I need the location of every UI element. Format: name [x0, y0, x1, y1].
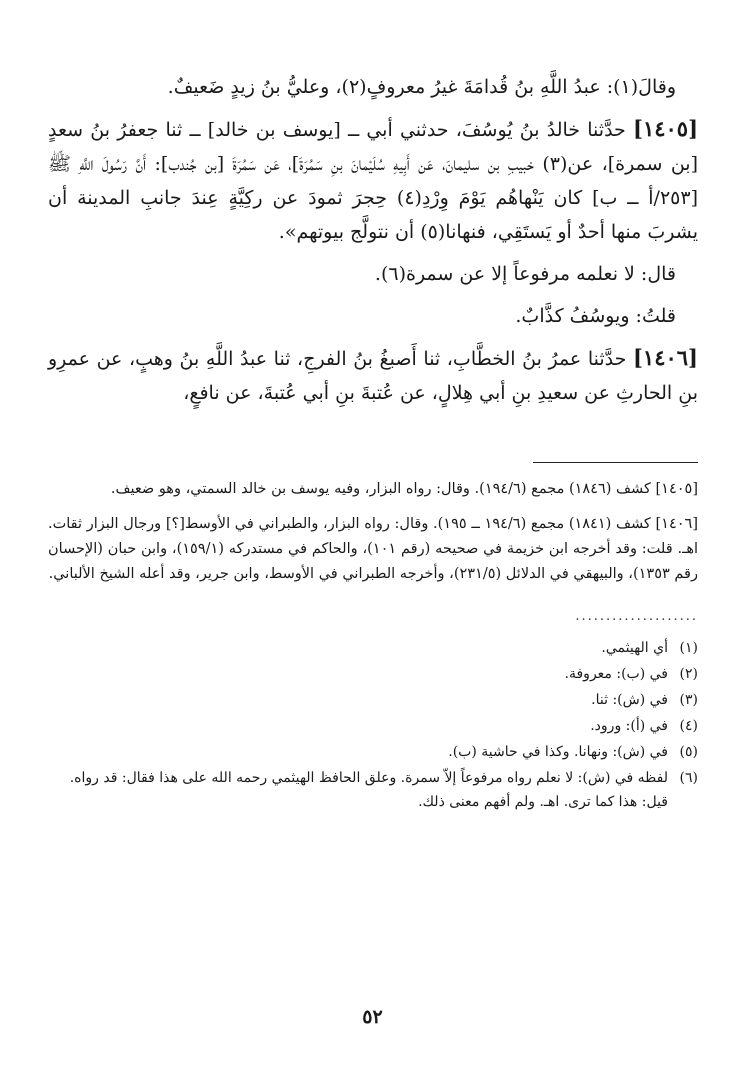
footnote: (٤) في (أ): ورود.: [590, 718, 698, 734]
main-text: [48, 70, 698, 410]
hadith-1405: [48, 112, 698, 249]
hadith-number-1406: [١٤٠٦]: [632, 345, 698, 370]
paragraph-intro: وقالَ(١): عبدُ اللَّهِ بنُ قُدامَةَ غيرُ معروفٍ(٢)، وعليُّ بنُ زيدٍ ضَعيفٌ.: [167, 76, 676, 98]
footnote: (٦) لفظه في (ش): لا نعلم رواه مرفوعاً إلاّ سمرة. وعلق الحافظ الهيثمي رحمه الله على هذا فقال: قد رواه. قيل: هذا كما ترى. اهـ. ولم أفهم معنى ذلك.: [69, 770, 698, 810]
dotted-separator: ....................: [575, 609, 698, 624]
hadith-text-1406: حدَّثنا عمرُ بنُ الخطَّابِ، ثنا أَصبغُ بنُ الفرجِ، ثنا عبدُ اللَّهِ بنُ وهبٍ، عن عمرِو بنِ الحارثِ عن سعيدِ بنِ أبي هِلالٍ، عن عُتبةَ بنِ أبي عُتبةَ، عن نافعٍ،: [48, 348, 698, 404]
references: [48, 477, 698, 587]
page-number: ٥٢: [362, 1006, 383, 1028]
footnote: (١) أي الهيثمي.: [601, 640, 698, 656]
hadith-text-1405: حدَّثنا خالدُ بنُ يُوسُفَ، حدثني أبي ــ [يوسف بن خالد] ــ ثنا جعفرُ بنُ سعدٍ [بن سمرة]، عن(٣) خبيبِ بن سليمانَ، عَن أَبِيهِ سُلَيْمانَ بنِ سَمُرَةَ]، عَن سَمُرَةَ [بن جُندب]: أَنَّ رَسُولَ اللَّهِ ﷺ [٢٥٣/أ ــ ب] كان يَنْهاهُم يَوْمَ وِرْدِ(٤) حِجرَ ثمودَ عن ركِيَّةٍ عِندَ جانبِ المدينة أن يشربَ منها أحدٌ أو يَستَقِي، فنهانا(٥) أن نتولَّج بيوتهم».: [48, 119, 698, 243]
footnote: (٥) في (ش): ونهانا. وكذا في حاشية (ب).: [448, 744, 698, 760]
reference-1405: [١٤٠٥] كشف (١٨٤٦) مجمع (١٩٤/٦). وقال: رواه البزار، وفيه يوسف بن خالد السمتي، وهو ضعيف.: [110, 481, 698, 497]
footnote: (٢) في (ب): معروفة.: [564, 666, 698, 682]
hadith-1406: [48, 341, 698, 410]
footnotes: [48, 636, 698, 814]
footnote: (٣) في (ش): ثنا.: [591, 692, 698, 708]
page: [48, 70, 698, 816]
reference-1406: [١٤٠٦] كشف (١٨٤١) مجمع (١٩٤/٦ ــ ١٩٥). وقال: رواه البزار، والطبراني في الأوسط[؟] ورجال البزار ثقات. اهـ. قلت: وقد أخرجه ابن خزيمة في صحيحه (رقم ١٠١)، والحاكم في مستدركه (١٥٩/١)، وابن حبان (الإحسان رقم ١٣٥٣)، والبيهقي في الدلائل (٢٣١/٥)، وأخرجه الطبراني في الأوسط، وابن جرير، وقد أعله الشيخ الألباني.: [48, 516, 698, 582]
comment-1405-b: قلتُ: ويوسُفُ كذَّابٌ.: [515, 305, 676, 327]
footnote-rule: [533, 462, 698, 463]
hadith-number-1405: [١٤٠٥]: [633, 116, 699, 141]
comment-1405: قال: لا نعلمه مرفوعاً إلا عن سمرة(٦).: [374, 263, 676, 285]
